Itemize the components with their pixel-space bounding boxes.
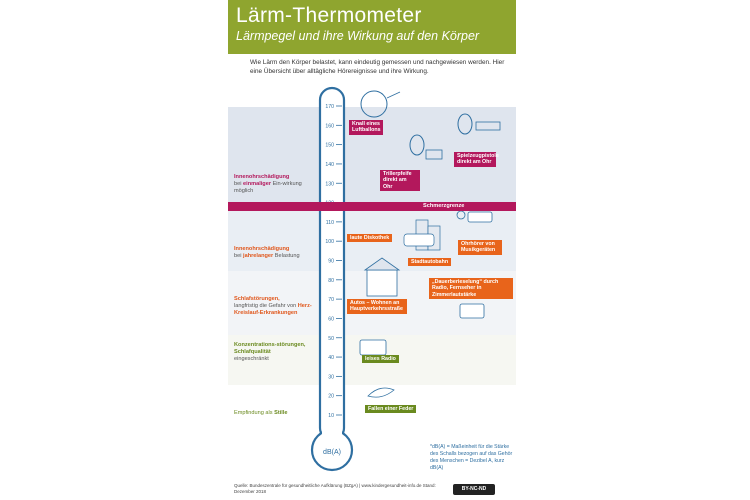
infographic (228, 0, 516, 500)
scale-tick-label: 140 (325, 161, 334, 168)
scale-tick-label: 80 (328, 277, 334, 284)
zone-label-silence: Empfindung als Stille (234, 410, 288, 416)
zone-label-concentration: Konzentrations-störungen, Schlafqualität eingeschränkt (234, 342, 306, 362)
music-player-icon (468, 212, 492, 222)
event-whistle: Trillerpfeife direkt am Ohr (380, 170, 420, 191)
scale-tick-label: 60 (328, 316, 334, 323)
feather-icon (368, 388, 394, 397)
event-feather: Fallen einer Feder (365, 405, 416, 413)
tv-radio-icon (460, 304, 484, 318)
whistle-icon (426, 150, 442, 159)
intro-text: Wie Lärm den Körper belastet, kann eindeutig gemessen und nachgewiesen werden. Hier eine Übersicht über alltägliche Hörereignisse und ihre Wirkung. (250, 59, 505, 75)
event-disco: laute Diskothek (347, 234, 392, 242)
event-highway: Stadtautobahn (408, 258, 451, 266)
car-icon (404, 234, 434, 246)
pain-threshold-bar (228, 202, 516, 211)
zone-label-chronic: Innenohrschädigung bei jahrelanger Belastung (234, 246, 300, 259)
event-earphones: Ohrhörer von Musikgeräten (458, 240, 502, 255)
scale-tick-label: 20 (328, 393, 334, 400)
event-toy-pistol: Spielzeugpistole direkt am Ohr (454, 152, 496, 167)
scale-tick-label: 40 (328, 355, 334, 362)
scale-tick-label: 30 (328, 374, 334, 381)
scale-tick-label: 160 (325, 123, 334, 130)
scale-tick-label: 100 (325, 239, 334, 246)
pain-threshold-label: Schmerzgrenze (423, 203, 465, 209)
needle-icon (387, 92, 400, 98)
page-subtitle: Lärmpegel und ihre Wirkung auf den Körper (236, 29, 480, 43)
page-title: Lärm-Thermometer (236, 4, 422, 27)
event-quiet-radio: leises Radio (362, 355, 399, 363)
event-balloon: Knall eines Luftballons (349, 120, 383, 135)
source-note: Quelle: Bundeszentrale für gesundheitliche Aufklärung (BZgA) | www.kindergesundheit-info.de Stand: Dezember 2018 (234, 483, 436, 494)
scale-tick-label: 50 (328, 335, 334, 342)
scale-unit-label: dB(A) (323, 449, 341, 456)
event-main-road: Autos – Wohnen an Hauptverkehrsstraße (347, 299, 407, 314)
scale-tick-label: 170 (325, 104, 334, 110)
zone-label-sleep: Schlafstörungen, langfristig die Gefahr von Herz-Kreislauf-Erkrankungen (234, 296, 312, 316)
scale-tick-label: 130 (325, 181, 334, 188)
radio-icon (360, 340, 386, 355)
tube-joint (322, 425, 342, 435)
scale-tick-label: 150 (325, 142, 334, 149)
house-icon (367, 270, 397, 296)
toy-pistol-icon (476, 122, 500, 130)
scale-tick-label: 70 (328, 297, 334, 304)
scale-tick-label: 10 (328, 413, 334, 419)
footnote: *dB(A) = Maßeinheit für die Stärke des Schalls bezogen auf das Gehör des Menschen = Dezibel A, kurz dB(A) (430, 444, 513, 472)
license-badge: BY-NC-ND (453, 484, 495, 495)
zone-label-acute: Innenohrschädigung bei einmaliger Ein-wirkung möglich (234, 174, 302, 194)
event-background-media: „Dauerberieselung“ durch Radio, Fernseher in Zimmerlautstärke (429, 278, 513, 299)
scale-tick-label: 110 (325, 219, 334, 226)
scale-tick-label: 90 (328, 258, 334, 265)
